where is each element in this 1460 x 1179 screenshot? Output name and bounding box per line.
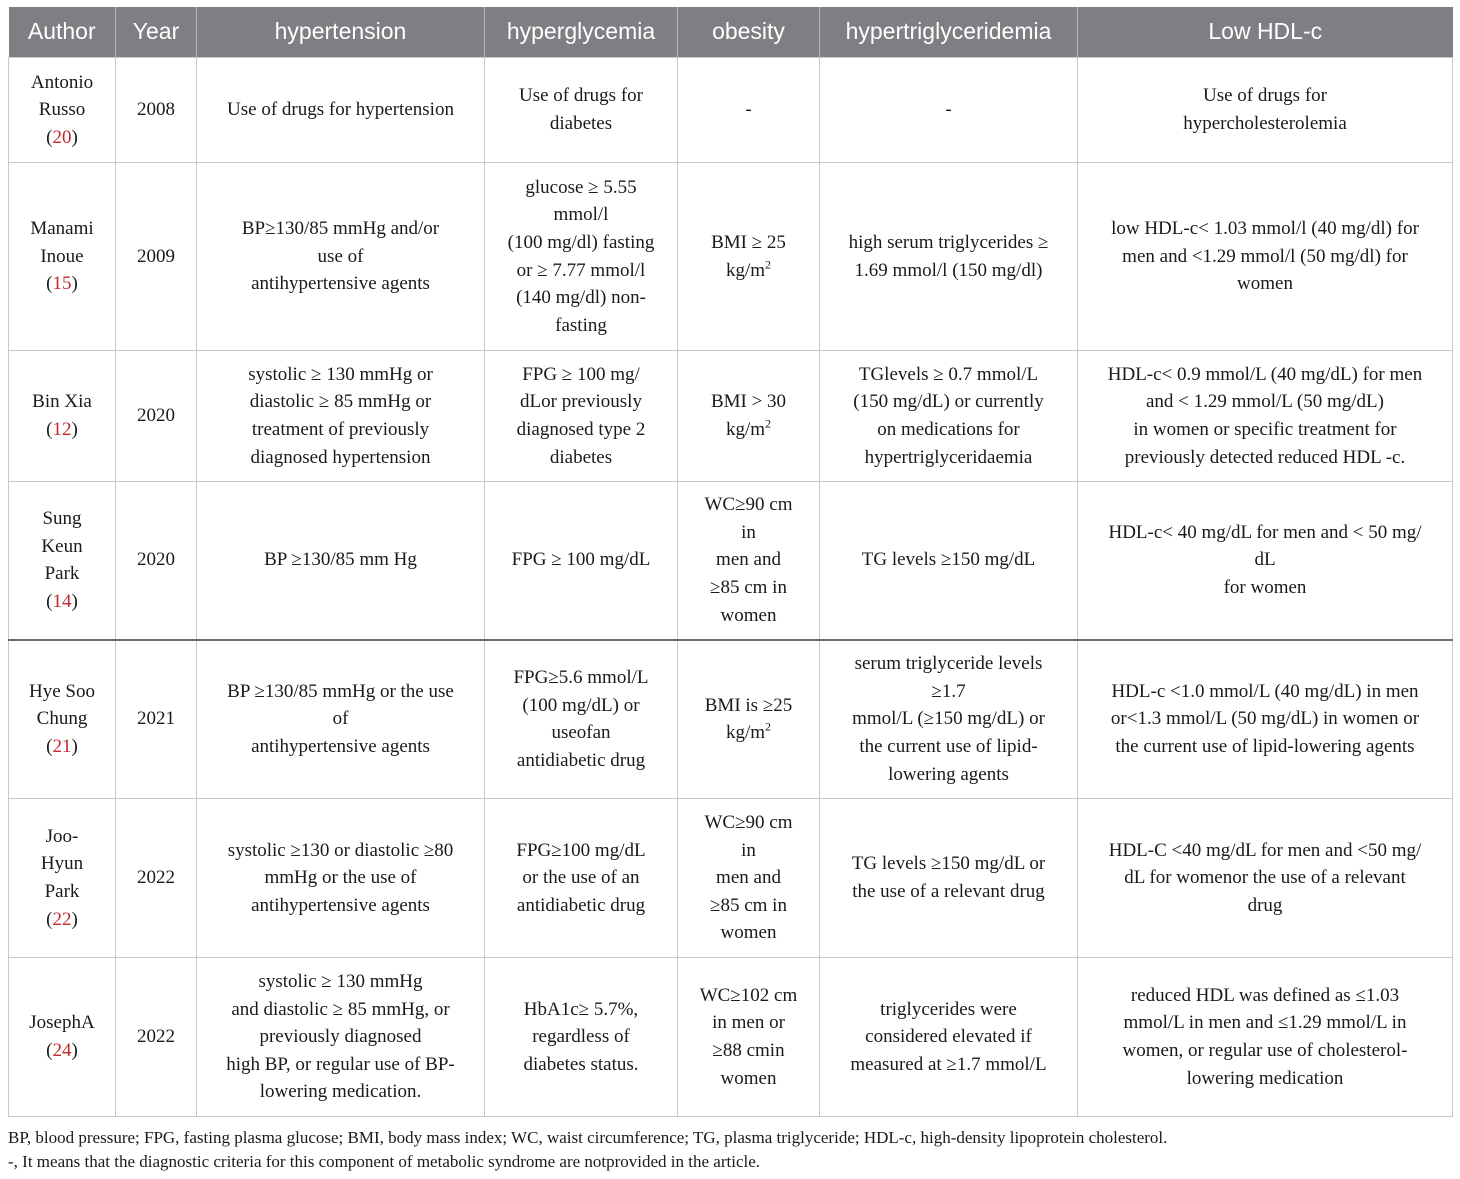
low-hdl-cell: HDL-c <1.0 mmol/L (40 mg/dL) in men or<1.3 mmol/L (50 mg/dL) in women or the current use of lipid-lowering agents bbox=[1078, 640, 1453, 799]
year-cell: 2022 bbox=[116, 799, 197, 958]
low-hdl-cell: Use of drugs for hypercholesterolemia bbox=[1078, 58, 1453, 163]
year-cell: 2020 bbox=[116, 482, 197, 640]
hyperglycemia-cell: FPG≥5.6 mmol/L (100 mg/dL) or useofan antidiabetic drug bbox=[485, 640, 678, 799]
superscript: 2 bbox=[765, 416, 772, 431]
hypertension-cell: systolic ≥ 130 mmHg and diastolic ≥ 85 mmHg, or previously diagnosed high BP, or regular use of BP- lowering medication. bbox=[197, 958, 485, 1117]
abbreviations-note: BP, blood pressure; FPG, fasting plasma glucose; BMI, body mass index; WC, waist circumference; TG, plasma triglyceride; HDL-c, high-density lipoprotein cholesterol. bbox=[8, 1128, 1168, 1147]
reference-link[interactable]: 12 bbox=[52, 419, 72, 440]
author-cell: JosephA (24) bbox=[9, 958, 116, 1117]
year-cell: 2008 bbox=[116, 58, 197, 163]
author-cell: Bin Xia (12) bbox=[9, 351, 116, 482]
superscript: 2 bbox=[765, 257, 772, 272]
hyperglycemia-cell: FPG≥100 mg/dL or the use of an antidiabetic drug bbox=[485, 799, 678, 958]
obesity-text: BMI is ≥25 kg/m bbox=[704, 694, 793, 744]
reference-link[interactable]: 20 bbox=[52, 126, 72, 148]
hypertension-cell: BP ≥130/85 mm Hg bbox=[197, 482, 485, 640]
table-row bbox=[9, 482, 1453, 640]
author-name: Hye Soo Chung bbox=[29, 680, 95, 730]
hypertension-cell: Use of drugs for hypertension bbox=[197, 58, 485, 163]
hyperglycemia-cell: glucose ≥ 5.55 mmol/l (100 mg/dl) fasting or ≥ 7.77 mmol/l (140 mg/dl) non- fasting bbox=[485, 163, 678, 351]
obesity-text: BMI > 30 kg/m bbox=[710, 391, 787, 440]
hypertension-cell: systolic ≥130 or diastolic ≥80 mmHg or the use of antihypertensive agents bbox=[197, 799, 485, 958]
table-row bbox=[9, 799, 1453, 958]
author-name: Antonio Russo bbox=[30, 71, 94, 121]
table-footnotes bbox=[8, 1126, 1452, 1174]
header-year: Year bbox=[116, 7, 197, 58]
header-row bbox=[9, 7, 1453, 58]
obesity-cell: WC≥90 cm in men and ≥85 cm in women bbox=[678, 482, 820, 640]
author-cell: Antonio Russo (20) bbox=[9, 58, 116, 163]
header-author: Author bbox=[9, 7, 116, 58]
obesity-cell bbox=[678, 351, 820, 482]
header-hypertriglyceridemia: hypertriglyceridemia bbox=[820, 7, 1078, 58]
reference-link[interactable]: 15 bbox=[52, 273, 72, 295]
table-row bbox=[9, 958, 1453, 1117]
reference-link[interactable]: 14 bbox=[52, 590, 72, 612]
reference-link[interactable]: 24 bbox=[52, 1040, 72, 1061]
author-cell: Sung Keun Park (14) bbox=[9, 482, 116, 640]
low-hdl-cell: HDL-c< 40 mg/dL for men and < 50 mg/ dL for women bbox=[1078, 482, 1453, 640]
hyperglycemia-cell: FPG ≥ 100 mg/dL bbox=[485, 482, 678, 640]
hypertriglyceridemia-cell: triglycerides were considered elevated if measured at ≥1.7 mmol/L bbox=[820, 958, 1078, 1117]
hypertriglyceridemia-cell: - bbox=[820, 58, 1078, 163]
hyperglycemia-cell: FPG ≥ 100 mg/ dLor previously diagnosed type 2 diabetes bbox=[485, 351, 678, 482]
dash-note: -, It means that the diagnostic criteria for this component of metabolic syndrome are notprovided in the article. bbox=[8, 1152, 761, 1171]
hypertriglyceridemia-cell: serum triglyceride levels ≥1.7 mmol/L (≥150 mg/dL) or the current use of lipid- lowering agents bbox=[820, 640, 1078, 799]
author-cell: Manami Inoue (15) bbox=[9, 163, 116, 351]
hypertension-cell: BP ≥130/85 mmHg or the use of antihypertensive agents bbox=[197, 640, 485, 799]
author-name: Bin Xia bbox=[32, 391, 92, 413]
author-cell: Joo- Hyun Park (22) bbox=[9, 799, 116, 958]
hyperglycemia-cell: HbA1c≥ 5.7%, regardless of diabetes status. bbox=[485, 958, 678, 1117]
reference-link[interactable]: 22 bbox=[52, 908, 72, 930]
table-row bbox=[9, 640, 1453, 799]
obesity-text: BMI ≥ 25 kg/m bbox=[711, 231, 786, 281]
low-hdl-cell: low HDL-c< 1.03 mmol/l (40 mg/dl) for men and <1.29 mmol/l (50 mg/dl) for women bbox=[1078, 163, 1453, 351]
table-row bbox=[9, 58, 1453, 163]
low-hdl-cell: HDL-c< 0.9 mmol/L (40 mg/dL) for men and < 1.29 mmol/L (50 mg/dL) in women or specific treatment for previously detected reduced HDL -c. bbox=[1078, 351, 1453, 482]
hypertension-cell: systolic ≥ 130 mmHg or diastolic ≥ 85 mmHg or treatment of previously diagnosed hypertension bbox=[197, 351, 485, 482]
obesity-cell bbox=[678, 640, 820, 799]
obesity-cell: - bbox=[678, 58, 820, 163]
hypertriglyceridemia-cell: TG levels ≥150 mg/dL or the use of a relevant drug bbox=[820, 799, 1078, 958]
header-obesity: obesity bbox=[678, 7, 820, 58]
hypertriglyceridemia-cell: high serum triglycerides ≥ 1.69 mmol/l (150 mg/dl) bbox=[820, 163, 1078, 351]
author-cell: Hye Soo Chung (21) bbox=[9, 640, 116, 799]
hypertriglyceridemia-cell: TG levels ≥150 mg/dL bbox=[820, 482, 1078, 640]
criteria-table bbox=[8, 7, 1453, 1117]
hypertriglyceridemia-cell: TGlevels ≥ 0.7 mmol/L (150 mg/dL) or currently on medications for hypertriglyceridaemia bbox=[820, 351, 1078, 482]
year-cell: 2022 bbox=[116, 958, 197, 1117]
hypertension-cell: BP≥130/85 mmHg and/or use of antihypertensive agents bbox=[197, 163, 485, 351]
table-row bbox=[9, 163, 1453, 351]
table-row bbox=[9, 351, 1453, 482]
header-hyperglycemia: hyperglycemia bbox=[485, 7, 678, 58]
year-cell: 2021 bbox=[116, 640, 197, 799]
hyperglycemia-cell: Use of drugs for diabetes bbox=[485, 58, 678, 163]
low-hdl-cell: HDL-C <40 mg/dL for men and <50 mg/ dL for womenor the use of a relevant drug bbox=[1078, 799, 1453, 958]
year-cell: 2020 bbox=[116, 351, 197, 482]
obesity-cell: WC≥90 cm in men and ≥85 cm in women bbox=[678, 799, 820, 958]
author-name: JosephA bbox=[29, 1012, 95, 1034]
superscript: 2 bbox=[765, 719, 772, 734]
author-name: Joo- Hyun Park bbox=[40, 825, 84, 902]
obesity-cell bbox=[678, 163, 820, 351]
reference-link[interactable]: 21 bbox=[52, 736, 72, 758]
author-name: Sung Keun Park bbox=[41, 508, 83, 585]
header-low-hdl: Low HDL-c bbox=[1078, 7, 1453, 58]
author-name: Manami Inoue bbox=[30, 218, 94, 267]
obesity-cell: WC≥102 cm in men or ≥88 cmin women bbox=[678, 958, 820, 1117]
low-hdl-cell: reduced HDL was defined as ≤1.03 mmol/L in men and ≤1.29 mmol/L in women, or regular use of cholesterol- lowering medication bbox=[1078, 958, 1453, 1117]
year-cell: 2009 bbox=[116, 163, 197, 351]
header-hypertension: hypertension bbox=[197, 7, 485, 58]
